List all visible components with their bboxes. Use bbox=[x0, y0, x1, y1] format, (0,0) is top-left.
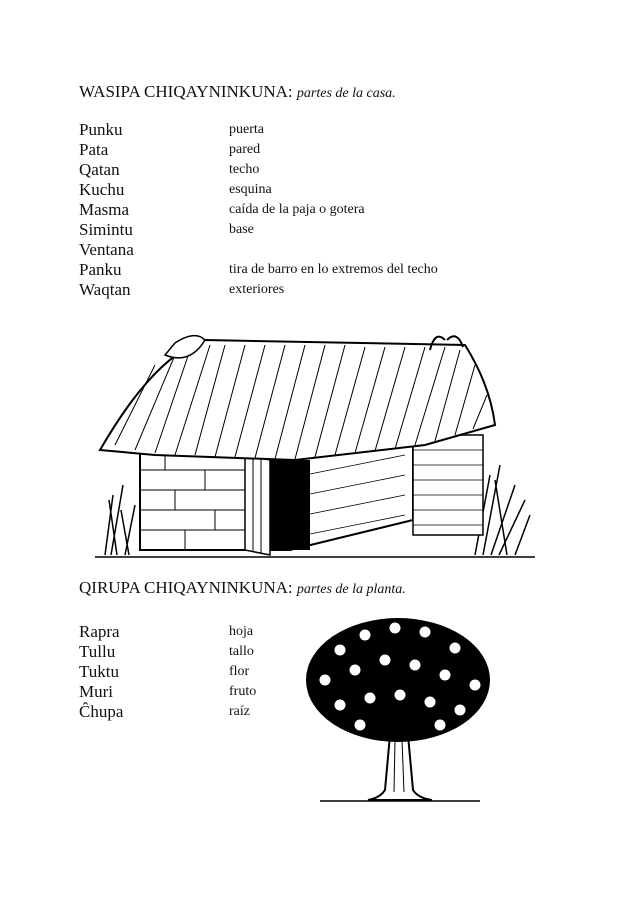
vocab-definition: pared bbox=[229, 142, 261, 157]
vocab-term: Masma bbox=[79, 200, 130, 219]
vocab-term: Panku bbox=[79, 260, 122, 279]
vocab-definition: hoja bbox=[229, 624, 254, 639]
vocab-term: Simintu bbox=[79, 220, 133, 239]
vocab-definition: flor bbox=[229, 664, 250, 679]
vocab-row bbox=[79, 120, 599, 140]
house-vocabulary-list bbox=[79, 120, 599, 300]
vocab-term: Tuktu bbox=[79, 662, 120, 681]
vocab-definition: esquina bbox=[229, 182, 272, 197]
vocab-row bbox=[79, 260, 599, 280]
vocab-term: Tullu bbox=[79, 642, 116, 661]
plant-section-subtitle: partes de la planta. bbox=[296, 582, 406, 597]
vocab-row bbox=[79, 140, 599, 160]
vocab-term: Rapra bbox=[79, 622, 120, 641]
tree-illustration bbox=[300, 610, 500, 810]
vocab-definition: fruto bbox=[229, 684, 257, 699]
vocab-definition: tira de barro en lo extremos del techo bbox=[229, 262, 438, 277]
vocab-definition: raíz bbox=[229, 704, 250, 719]
vocab-row bbox=[79, 220, 599, 240]
vocab-definition: techo bbox=[229, 162, 260, 177]
vocab-definition: puerta bbox=[229, 122, 264, 137]
vocab-term: Qatan bbox=[79, 160, 120, 179]
vocab-term: Kuchu bbox=[79, 180, 125, 199]
vocab-term: Pata bbox=[79, 140, 109, 159]
vocab-definition: base bbox=[229, 222, 254, 237]
vocab-definition: exteriores bbox=[229, 282, 285, 297]
house-section-subtitle: partes de la casa. bbox=[296, 86, 396, 101]
vocab-row bbox=[79, 240, 599, 260]
vocab-term: Ĉhupa bbox=[79, 702, 124, 721]
vocab-row bbox=[79, 180, 599, 200]
vocab-term: Ventana bbox=[79, 240, 134, 259]
plant-section-heading bbox=[79, 578, 406, 598]
vocab-definition: tallo bbox=[229, 644, 254, 659]
vocab-term: Punku bbox=[79, 120, 123, 139]
vocab-term: Muri bbox=[79, 682, 113, 701]
vocab-row bbox=[79, 280, 599, 300]
plant-section-title: QIRUPA CHIQAYNINKUNA: bbox=[79, 578, 293, 597]
vocab-term: Waqtan bbox=[79, 280, 131, 299]
house-section-heading bbox=[79, 82, 396, 102]
vocab-row bbox=[79, 160, 599, 180]
house-section-title: WASIPA CHIQAYNINKUNA: bbox=[79, 82, 293, 101]
vocab-row bbox=[79, 200, 599, 220]
vocab-definition: caída de la paja o gotera bbox=[229, 202, 365, 217]
house-illustration bbox=[95, 325, 535, 565]
